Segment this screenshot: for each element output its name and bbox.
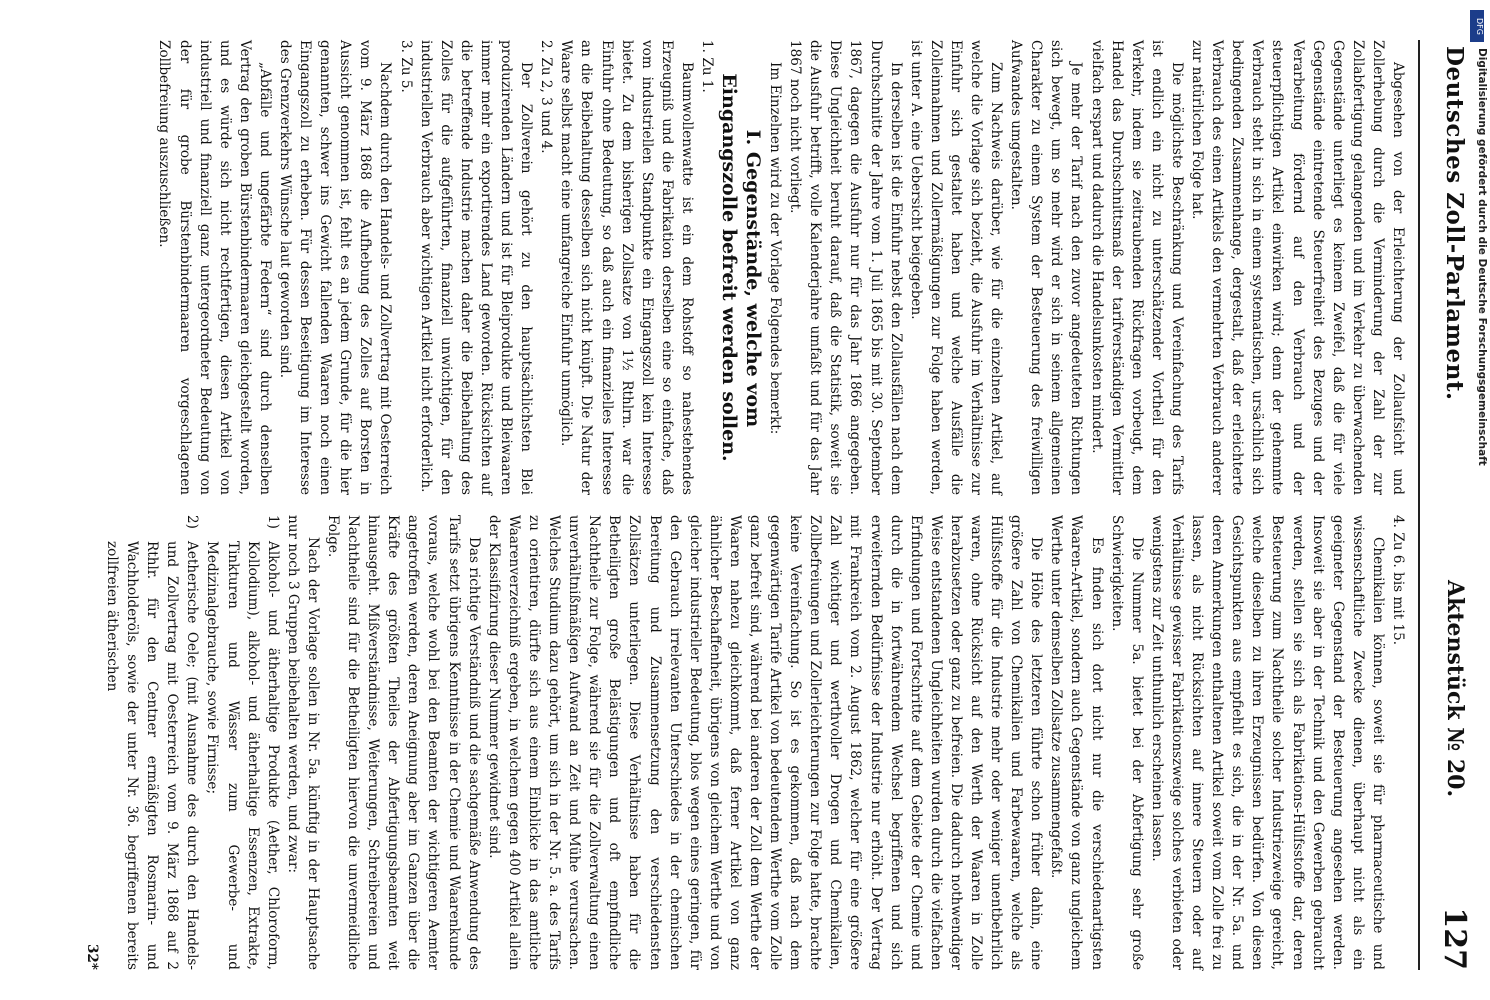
header-rule: [1418, 40, 1420, 970]
paragraph: Im Einzelnen wird zu der Vorlage Folgendes bemerkt:: [767, 62, 784, 435]
paragraph: Nach der Vorlage sollen in Nr. 5a. künftig in der Hauptsache nur noch 3 Gruppen beibehalten werden, und zwar:: [284, 515, 321, 970]
dfg-watermark: [1466, 8, 1488, 708]
right-column: [83, 515, 1408, 970]
item-label: Zu 1.: [699, 57, 715, 93]
item-text: Nachdem durch den Handels- und Zollvertrag mit Oesterreich vom 9. März 1868 die Aufhebung des Zolles auf Borsten in Aussicht genommen ist, fehlt es an jedem Grunde, für die hier genannten, schwer ins Gewicht fallenden Waaren noch einen Eingangszoll zu erheben. Für dessen Beseitigung im Interesse des Grenzverkehrs Wünsche laut geworden sind.: [277, 40, 394, 495]
item-number: 3.: [397, 40, 414, 53]
item-text: Der Zollverein gehört zu den hauptsächlichsten Blei produzirenden Ländern und ist für Bleiprodukte und Bleiwaaren immer mehr ein exportirendes Land geworden. Rücksichten auf die betreffende Industrie machen daher die Beibehaltung des Zolles für die aufgeführten, finanziell unwichtigen, für den industriellen Verbrauch aber wichtigen Artikel nicht erforderlich.: [417, 40, 535, 495]
list-item: [275, 40, 416, 495]
list-item: [556, 40, 717, 495]
item-number: 1.: [699, 40, 715, 53]
item-label: Zu 5.: [397, 57, 414, 93]
enumerated-item: [102, 515, 202, 970]
item-text: „Abfälle und ungefärbte Federn“ sind durch denselben Vertrag den groben Bürstenbindermaaren gleichgestellt worden, und es würde sich nicht rechtfertigen, diesen Artikel von industriell und finanziell ganz untergeordneter Bedeutung von der für grobe Bürstenbindermaaren vorgeschlagenen Zollbefreiung auszuschließen.: [156, 40, 273, 495]
enum-number: 2): [184, 515, 201, 529]
paragraph: In derselben ist die Einfuhr nebst den Zollausfällen nach dem Durchschnitte der Jahre vom 1. Juli 1865 bis mit 30. September 1867, dagegen die Ausfuhr nur für das Jahr 1866 angegeben. Diese Ungleichheit beruht darauf, daß die Statistik, soweit sie die Ausfuhr betrifft, volle Kalenderjahre umfaßt und für das Jahr 1867 noch nicht vorliegt.: [787, 40, 904, 495]
item-number: 2.: [538, 40, 555, 53]
paragraph: Die Höhe des letzteren führte schon früher dahin, eine größere Zahl von Chemikalien und Farbewaaren, welche als Hülfsstoffe für die Industrie mehr oder weniger unentbehrlich waren, ohne Rücksicht auf den Werth der Waaren in Zolle herabzusetzen oder ganz zu befreien. Die dadurch nothwendiger Weise entstandenen Ungleichheiten wurden durch die vielfachen Erfindungen und Fortschritte auf dem Gebiete der Chemie und durch die in fortwährendem Wechsel begriffenen und sich erweiternden Bedürfnisse der Industrie nur erhöht. Der Vertrag mit Frankreich vom 2. August 1862, welcher für eine größere Zahl wichtiger und werthvoller Drogen und Chemikalien, Zollbefreiungen und Zollerleichterungen zur Folge hatte, brachte keine Vereinfachung. So ist es gekommen, daß nach dem gegenwärtigen Tarife Artikel von bedeutendem Werthe vom Zolle ganz befreit sind, während bei anderen der Zoll dem Werthe der Waaren nahezu gleichkommt, daß ferner Artikel von ganz ähnlicher Beschaffenheit, übrigens von gleichem Werthe und von gleicher industrieller Bedeutung, blos wegen eines geringen, für den Gebrauch irrelevanten Unterschiedes in der chemischen Bereitung und Zusammensetzung den verschiedensten Zollsätzen unterliegen. Diese Verhältnisse haben für die Betheiligten große Belästigungen und oft empfindliche Nachtheile zur Folge, während sie für die Zollverwaltung einen unverhältnißmäßigen Aufwand an Zeit und Mühe verursachen. Welches Studium dazu gehört, um sich in der Nr. 5. a. des Tarifs zu orientiren, dürfte sich aus einem Einblicke in das amtliche Waarenverzeichniß ergeben, in welchem gegen 400 Artikel allein der Klassifizirung dieser Nummer gewidmet sind.: [485, 515, 1045, 970]
item-number: 4.: [1390, 515, 1406, 528]
watermark-text: Digitalisierung gefördert durch die Deutsche Forschungsgemeinschaft: [1476, 48, 1488, 466]
list-item: [154, 40, 275, 495]
item-text: Baumwollenwatte ist ein dem Rohstoff so nahestehendes Erzeugniß und die Fabrikation derselben eine so einfache, daß vom industriellen Standpunkte ein Eingangszoll kein Interesse bietet. Zu dem bisherigen Zollsatze von 1½ Rthlrn. war die Einfuhr ohne Bedeutung, so daß auch ein finanzielles Interesse an die Beibehaltung desselben sich nicht knüpft. Die Natur der Waare selbst macht eine umfangreiche Einfuhr unmöglich.: [558, 40, 695, 495]
paragraph: Je mehr der Tarif nach den zuvor angedeuteten Richtungen sich bewegt, um so mehr wird er sich in seinem allgemeinen Charakter zu einem System der Besteuerung des freiwilligen Aufwandes umgestalten.: [1008, 40, 1085, 495]
paragraph: Das richtige Verständniß und die sachgemäße Anwendung des Tarifs setzt übrigens Kenntnisse in der Chemie und Waarenkunde voraus, welche wohl bei den Beamten der wichtigeren Aemter angetroffen werden, deren Aneignung aber im Ganzen über die Kräfte des größten Theiles der Abfertigungsbeamten weit hinausgeht. Mißverständnisse, Weiterungen, Schreibereien und Nachtheile sind für die Betheiligten hiervon die unvermeidliche Folge.: [325, 515, 482, 970]
item-label: Zu 6. bis mit 15.: [1390, 532, 1406, 646]
list-item: [1147, 515, 1408, 970]
paragraph: Zum Nachweis darüber, wie für die einzelnen Artikel, auf welche die Vorlage sich bezieht, die Ausfuhr im Verhältnisse zur Einfuhr sich gestaltet haben und welche Ausfälle die Zolleinnahmen und Zollermäßigungen zur Folge haben werden, ist unter A. eine Uebersicht beigegeben.: [907, 40, 1005, 495]
enum-text: Aetherische Oele; (mit Ausnahme des durch den Handels- und Zollvertrag mit Oesterreich vom 9. März 1868 auf 2 Rthlr. für den Centner ermäßigten Rosmarin- und Wachholderöls, sowie der unter Nr. 36. begriffenen bereits zollfreien ätherischen: [104, 541, 201, 970]
section-heading: I. Gegenstände, welche vom Eingangszolle befreit werden sollen.: [718, 73, 764, 462]
enum-number: 1): [264, 515, 281, 529]
dfg-logo-icon: DFG: [1470, 10, 1484, 42]
document-reference: Aktenstück № 20.: [1442, 580, 1468, 798]
enumerated-item: [202, 515, 282, 970]
left-column: [156, 40, 1408, 495]
paragraph: Die möglichste Beschränkung und Vereinfachung des Tarifs ist endlich ein nicht zu unterschätzender Vortheil für den Verkehr, indem sie zeitraubenden Rückfragen vorbeugt, dem Handel das Durchschnittsmaß der tarifverständigen Vermittler vielfach erspart und dadurch die Handelsunkosten mindert.: [1088, 40, 1185, 495]
paragraph: Die Nummer 5a. bietet bei der Abfertigung sehr große Schwierigkeiten.: [1108, 515, 1145, 970]
item-text: Chemikalien können, soweit sie für pharmaceutische und wissenschaftliche Zwecke dienen, überhaupt nicht als ein geeigneter Gegenstand der Besteuerung angesehen werden. Insoweit sie aber in der Technik und den Gewerben gebraucht werden, stellen sie sich als Fabrikations-Hülfsstoffe dar, deren Besteuerung zum Nachtheile solcher Industriezweige gereicht, welche dieselben zu ihren Erzeugnissen bedürfen. Von diesen Gesichtspunkten aus empfiehlt es sich, die in der Nr. 5a. und deren Anmerkungen enthaltenen Artikel soweit vom Zolle frei zu lassen, als nicht Rücksichten auf innere Steuern oder auf Verhältnisse gewisser Fabrikationszweige solches verbieten oder wenigstens zur Zeit unthunlich erscheinen lassen.: [1148, 515, 1386, 970]
paragraph: Abgesehen von der Erleichterung der Zollaufsicht und Zollerhebung durch die Verminderung der Zahl der zur Zollabfertigung gelangenden und im Verkehr zu überwachenden Gegenstände unterliegt es keinem Zweifel, daß die für viele Gegenstände eintretende Steuerfreiheit des Bezuges und der Verarbeitung fördernd auf den Verbrauch und der steuerpflichtigen Artikel einwirken wird; denn der gehemmte Verbrauch steht in sich in einem systematischen, ursächlich sich bedingenden Zusammenhange, dergestalt, daß der erleichterte Verbrauch des einen Artikels den vermehrten Verbrauch anderer zur natürlichen Folge hat.: [1189, 40, 1406, 495]
running-title: Deutsches Zoll-Parlament.: [1441, 46, 1468, 401]
item-label: Zu 2, 3 und 4.: [538, 57, 555, 154]
page-number: 127: [1437, 907, 1472, 970]
paragraph: Es finden sich dort nicht nur die verschiedenartigsten Waaren-Artikel, sondern auch Gegenstände von ganz ungleichem Werthe unter demselben Zollsatze zusammengefaßt.: [1048, 515, 1105, 970]
signature-mark: 32*: [83, 943, 100, 970]
enum-text: Alkohol- und ätherhaltige Produkte (Aether, Chloroform, Kollodium), alkohol- und ätherhaltige Essenzen, Extrakte, Tinkturen und Wässer zum Gewerbe- und Medizinalgebrauche, sowie Firnisse;: [204, 541, 281, 970]
list-item: [416, 40, 557, 495]
